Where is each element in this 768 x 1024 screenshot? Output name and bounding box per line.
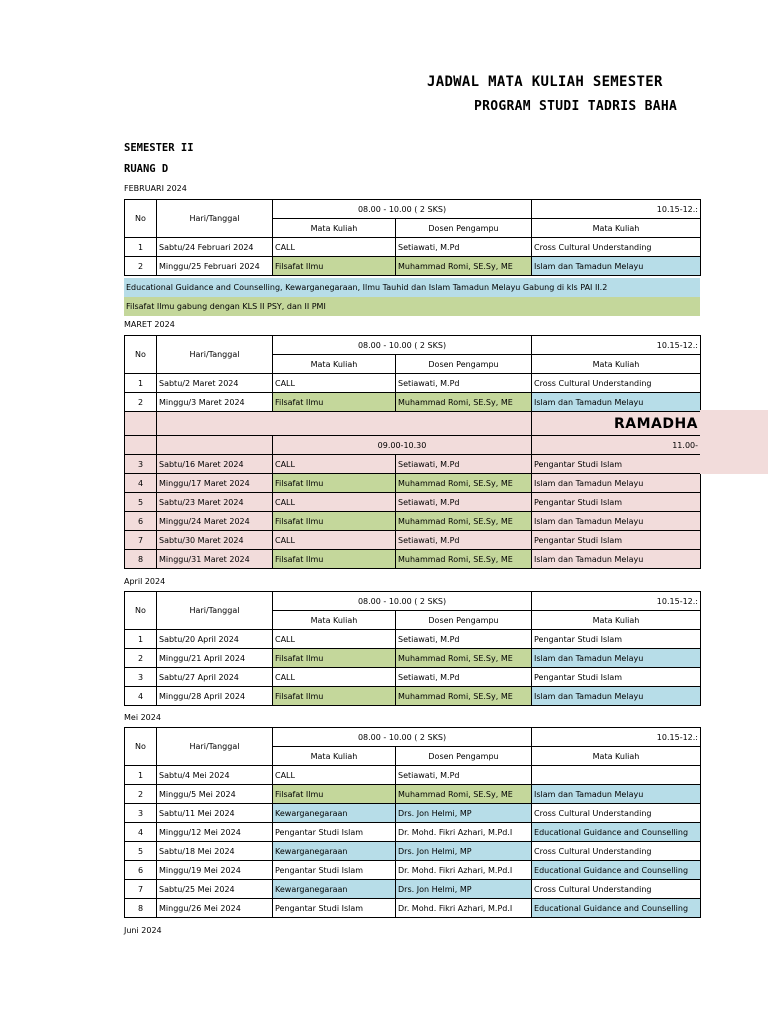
row-course-slot1: CALL bbox=[273, 493, 396, 512]
row-number: 2 bbox=[125, 393, 157, 412]
header-mata-kuliah: Mata Kuliah bbox=[532, 611, 701, 630]
row-lecturer: Setiawati, M.Pd bbox=[396, 531, 532, 550]
row-course-slot2 bbox=[532, 766, 701, 785]
table-row bbox=[125, 257, 701, 276]
row-date: Sabtu/30 Maret 2024 bbox=[157, 531, 273, 550]
table-row bbox=[125, 393, 701, 412]
row-lecturer: Muhammad Romi, SE.Sy, ME bbox=[396, 257, 532, 276]
ramadhan-highlight bbox=[700, 410, 768, 474]
row-lecturer: Setiawati, M.Pd bbox=[396, 374, 532, 393]
row-number: 1 bbox=[125, 766, 157, 785]
row-course-slot1: Pengantar Studi Islam bbox=[273, 861, 396, 880]
room-label: RUANG D bbox=[124, 163, 169, 175]
row-lecturer: Muhammad Romi, SE.Sy, ME bbox=[396, 649, 532, 668]
row-course-slot1: Filsafat Ilmu bbox=[273, 649, 396, 668]
row-date: Sabtu/23 Maret 2024 bbox=[157, 493, 273, 512]
row-course-slot1: Filsafat Ilmu bbox=[273, 393, 396, 412]
header-slot2: 10.15-12.: bbox=[532, 592, 701, 611]
ramadhan-blank bbox=[125, 436, 157, 455]
table-row bbox=[125, 861, 701, 880]
table-row bbox=[125, 238, 701, 257]
ramadhan-slot1: 09.00-10.30 bbox=[273, 436, 532, 455]
header-mata-kuliah: Mata Kuliah bbox=[273, 355, 396, 374]
row-course-slot1: Filsafat Ilmu bbox=[273, 257, 396, 276]
row-course-slot2: Educational Guidance and Counselling bbox=[532, 823, 701, 842]
row-lecturer: Muhammad Romi, SE.Sy, ME bbox=[396, 785, 532, 804]
row-course-slot1: Filsafat Ilmu bbox=[273, 512, 396, 531]
row-date: Minggu/21 April 2024 bbox=[157, 649, 273, 668]
row-course-slot2: Cross Cultural Understanding bbox=[532, 804, 701, 823]
month-label-april: April 2024 bbox=[124, 577, 166, 586]
row-lecturer: Muhammad Romi, SE.Sy, ME bbox=[396, 512, 532, 531]
header-slot1: 08.00 - 10.00 ( 2 SKS) bbox=[273, 728, 532, 747]
row-number: 4 bbox=[125, 474, 157, 493]
table-row bbox=[125, 880, 701, 899]
row-number: 2 bbox=[125, 257, 157, 276]
ramadhan-blank bbox=[157, 436, 273, 455]
row-course-slot2: Islam dan Tamadun Melayu bbox=[532, 649, 701, 668]
row-course-slot2: Pengantar Studi Islam bbox=[532, 630, 701, 649]
header-no: No bbox=[125, 728, 157, 766]
table-row bbox=[125, 474, 701, 493]
table-row bbox=[125, 842, 701, 861]
row-date: Minggu/19 Mei 2024 bbox=[157, 861, 273, 880]
row-course-slot1: CALL bbox=[273, 531, 396, 550]
row-date: Sabtu/24 Februari 2024 bbox=[157, 238, 273, 257]
table-row bbox=[125, 550, 701, 569]
note-filsafat-gabung: Filsafat Ilmu gabung dengan KLS II PSY, dan II PMI bbox=[124, 297, 700, 316]
row-lecturer: Dr. Mohd. Fikri Azhari, M.Pd.I bbox=[396, 823, 532, 842]
row-course-slot2: Pengantar Studi Islam bbox=[532, 455, 701, 474]
table-row bbox=[125, 823, 701, 842]
header-hari: Hari/Tanggal bbox=[157, 336, 273, 374]
row-number: 3 bbox=[125, 804, 157, 823]
row-course-slot2: Islam dan Tamadun Melayu bbox=[532, 687, 701, 706]
table-april bbox=[124, 591, 701, 706]
row-date: Sabtu/20 April 2024 bbox=[157, 630, 273, 649]
table-row bbox=[125, 455, 701, 474]
table-row bbox=[125, 512, 701, 531]
row-course-slot1: CALL bbox=[273, 668, 396, 687]
row-course-slot2: Cross Cultural Understanding bbox=[532, 842, 701, 861]
table-row bbox=[125, 785, 701, 804]
row-course-slot2: Islam dan Tamadun Melayu bbox=[532, 474, 701, 493]
month-label-mei: Mei 2024 bbox=[124, 713, 161, 722]
row-lecturer: Drs. Jon Helmi, MP bbox=[396, 804, 532, 823]
row-date: Sabtu/18 Mei 2024 bbox=[157, 842, 273, 861]
row-course-slot2: Islam dan Tamadun Melayu bbox=[532, 512, 701, 531]
row-course-slot1: CALL bbox=[273, 766, 396, 785]
header-slot2: 10.15-12.: bbox=[532, 336, 701, 355]
row-course-slot1: CALL bbox=[273, 374, 396, 393]
row-course-slot1: Filsafat Ilmu bbox=[273, 687, 396, 706]
table-februari bbox=[124, 199, 701, 276]
row-course-slot2: Educational Guidance and Counselling bbox=[532, 899, 701, 918]
row-date: Minggu/5 Mei 2024 bbox=[157, 785, 273, 804]
row-number: 5 bbox=[125, 493, 157, 512]
month-label-maret: MARET 2024 bbox=[124, 320, 175, 329]
month-label-juni: Juni 2024 bbox=[124, 926, 162, 935]
row-course-slot2: Islam dan Tamadun Melayu bbox=[532, 785, 701, 804]
table-row bbox=[125, 899, 701, 918]
row-number: 4 bbox=[125, 687, 157, 706]
row-lecturer: Setiawati, M.Pd bbox=[396, 668, 532, 687]
row-course-slot2: Cross Cultural Understanding bbox=[532, 374, 701, 393]
row-lecturer: Setiawati, M.Pd bbox=[396, 455, 532, 474]
row-course-slot1: CALL bbox=[273, 455, 396, 474]
row-lecturer: Setiawati, M.Pd bbox=[396, 238, 532, 257]
row-number: 3 bbox=[125, 455, 157, 474]
header-dosen: Dosen Pengampu bbox=[396, 355, 532, 374]
header-mata-kuliah: Mata Kuliah bbox=[532, 219, 701, 238]
row-course-slot1: Kewarganegaraan bbox=[273, 880, 396, 899]
row-lecturer: Drs. Jon Helmi, MP bbox=[396, 842, 532, 861]
row-date: Sabtu/27 April 2024 bbox=[157, 668, 273, 687]
header-slot1: 08.00 - 10.00 ( 2 SKS) bbox=[273, 200, 532, 219]
header-mata-kuliah: Mata Kuliah bbox=[532, 355, 701, 374]
row-course-slot2: Islam dan Tamadun Melayu bbox=[532, 257, 701, 276]
row-lecturer: Muhammad Romi, SE.Sy, ME bbox=[396, 550, 532, 569]
header-slot1: 08.00 - 10.00 ( 2 SKS) bbox=[273, 592, 532, 611]
note-gabung-pai: Educational Guidance and Counselling, Kewarganegaraan, Ilmu Tauhid dan Islam Tamadun Melayu Gabung di kls PAI II.2 bbox=[124, 278, 700, 297]
header-no: No bbox=[125, 592, 157, 630]
row-date: Minggu/17 Maret 2024 bbox=[157, 474, 273, 493]
row-lecturer: Setiawati, M.Pd bbox=[396, 766, 532, 785]
header-slot2: 10.15-12.: bbox=[532, 728, 701, 747]
row-course-slot1: Filsafat Ilmu bbox=[273, 550, 396, 569]
row-date: Minggu/24 Maret 2024 bbox=[157, 512, 273, 531]
row-date: Sabtu/2 Maret 2024 bbox=[157, 374, 273, 393]
row-course-slot2: Pengantar Studi Islam bbox=[532, 493, 701, 512]
row-course-slot1: Kewarganegaraan bbox=[273, 804, 396, 823]
header-no: No bbox=[125, 200, 157, 238]
row-lecturer: Setiawati, M.Pd bbox=[396, 630, 532, 649]
row-number: 7 bbox=[125, 531, 157, 550]
row-course-slot1: CALL bbox=[273, 630, 396, 649]
row-date: Sabtu/16 Maret 2024 bbox=[157, 455, 273, 474]
row-lecturer: Muhammad Romi, SE.Sy, ME bbox=[396, 687, 532, 706]
row-lecturer: Dr. Mohd. Fikri Azhari, M.Pd.I bbox=[396, 899, 532, 918]
row-course-slot2: Educational Guidance and Counselling bbox=[532, 861, 701, 880]
row-course-slot2: Cross Cultural Understanding bbox=[532, 238, 701, 257]
row-date: Sabtu/25 Mei 2024 bbox=[157, 880, 273, 899]
row-number: 2 bbox=[125, 649, 157, 668]
row-lecturer: Setiawati, M.Pd bbox=[396, 493, 532, 512]
header-mata-kuliah: Mata Kuliah bbox=[273, 611, 396, 630]
row-date: Sabtu/11 Mei 2024 bbox=[157, 804, 273, 823]
table-row bbox=[125, 374, 701, 393]
table-maret bbox=[124, 335, 701, 569]
row-lecturer: Dr. Mohd. Fikri Azhari, M.Pd.I bbox=[396, 861, 532, 880]
row-number: 6 bbox=[125, 512, 157, 531]
row-number: 5 bbox=[125, 842, 157, 861]
header-dosen: Dosen Pengampu bbox=[396, 611, 532, 630]
ramadhan-blank bbox=[157, 412, 532, 436]
header-dosen: Dosen Pengampu bbox=[396, 219, 532, 238]
table-row bbox=[125, 630, 701, 649]
row-course-slot2: Pengantar Studi Islam bbox=[532, 531, 701, 550]
row-number: 3 bbox=[125, 668, 157, 687]
row-number: 4 bbox=[125, 823, 157, 842]
header-slot2: 10.15-12.: bbox=[532, 200, 701, 219]
header-mata-kuliah: Mata Kuliah bbox=[273, 219, 396, 238]
row-date: Minggu/31 Maret 2024 bbox=[157, 550, 273, 569]
row-date: Minggu/28 April 2024 bbox=[157, 687, 273, 706]
header-dosen: Dosen Pengampu bbox=[396, 747, 532, 766]
row-course-slot2: Pengantar Studi Islam bbox=[532, 668, 701, 687]
ramadhan-blank bbox=[125, 412, 157, 436]
row-course-slot2: Islam dan Tamadun Melayu bbox=[532, 393, 701, 412]
ramadhan-banner: RAMADHA bbox=[532, 412, 701, 436]
document-title: JADWAL MATA KULIAH SEMESTER bbox=[427, 74, 663, 90]
row-course-slot1: Pengantar Studi Islam bbox=[273, 899, 396, 918]
row-course-slot1: Kewarganegaraan bbox=[273, 842, 396, 861]
header-hari: Hari/Tanggal bbox=[157, 728, 273, 766]
header-mata-kuliah: Mata Kuliah bbox=[273, 747, 396, 766]
row-number: 1 bbox=[125, 374, 157, 393]
header-no: No bbox=[125, 336, 157, 374]
row-course-slot1: Filsafat Ilmu bbox=[273, 785, 396, 804]
row-lecturer: Muhammad Romi, SE.Sy, ME bbox=[396, 474, 532, 493]
table-row bbox=[125, 766, 701, 785]
row-course-slot2: Islam dan Tamadun Melayu bbox=[532, 550, 701, 569]
document-subtitle: PROGRAM STUDI TADRIS BAHA bbox=[474, 99, 678, 114]
row-course-slot2: Cross Cultural Understanding bbox=[532, 880, 701, 899]
header-hari: Hari/Tanggal bbox=[157, 200, 273, 238]
row-number: 1 bbox=[125, 238, 157, 257]
row-course-slot1: CALL bbox=[273, 238, 396, 257]
row-course-slot1: Pengantar Studi Islam bbox=[273, 823, 396, 842]
table-row bbox=[125, 531, 701, 550]
header-hari: Hari/Tanggal bbox=[157, 592, 273, 630]
header-mata-kuliah: Mata Kuliah bbox=[532, 747, 701, 766]
row-number: 7 bbox=[125, 880, 157, 899]
table-mei bbox=[124, 727, 701, 918]
row-date: Sabtu/4 Mei 2024 bbox=[157, 766, 273, 785]
row-number: 8 bbox=[125, 550, 157, 569]
table-row bbox=[125, 804, 701, 823]
table-row bbox=[125, 493, 701, 512]
ramadhan-slot2: 11.00- bbox=[532, 436, 701, 455]
row-date: Minggu/26 Mei 2024 bbox=[157, 899, 273, 918]
row-date: Minggu/12 Mei 2024 bbox=[157, 823, 273, 842]
row-number: 1 bbox=[125, 630, 157, 649]
month-label-februari: FEBRUARI 2024 bbox=[124, 184, 187, 193]
row-date: Minggu/25 Februari 2024 bbox=[157, 257, 273, 276]
row-date: Minggu/3 Maret 2024 bbox=[157, 393, 273, 412]
semester-label: SEMESTER II bbox=[124, 142, 194, 154]
table-row bbox=[125, 668, 701, 687]
row-course-slot1: Filsafat Ilmu bbox=[273, 474, 396, 493]
row-number: 6 bbox=[125, 861, 157, 880]
table-row bbox=[125, 649, 701, 668]
row-lecturer: Drs. Jon Helmi, MP bbox=[396, 880, 532, 899]
row-lecturer: Muhammad Romi, SE.Sy, ME bbox=[396, 393, 532, 412]
table-row bbox=[125, 687, 701, 706]
row-number: 2 bbox=[125, 785, 157, 804]
row-number: 8 bbox=[125, 899, 157, 918]
header-slot1: 08.00 - 10.00 ( 2 SKS) bbox=[273, 336, 532, 355]
